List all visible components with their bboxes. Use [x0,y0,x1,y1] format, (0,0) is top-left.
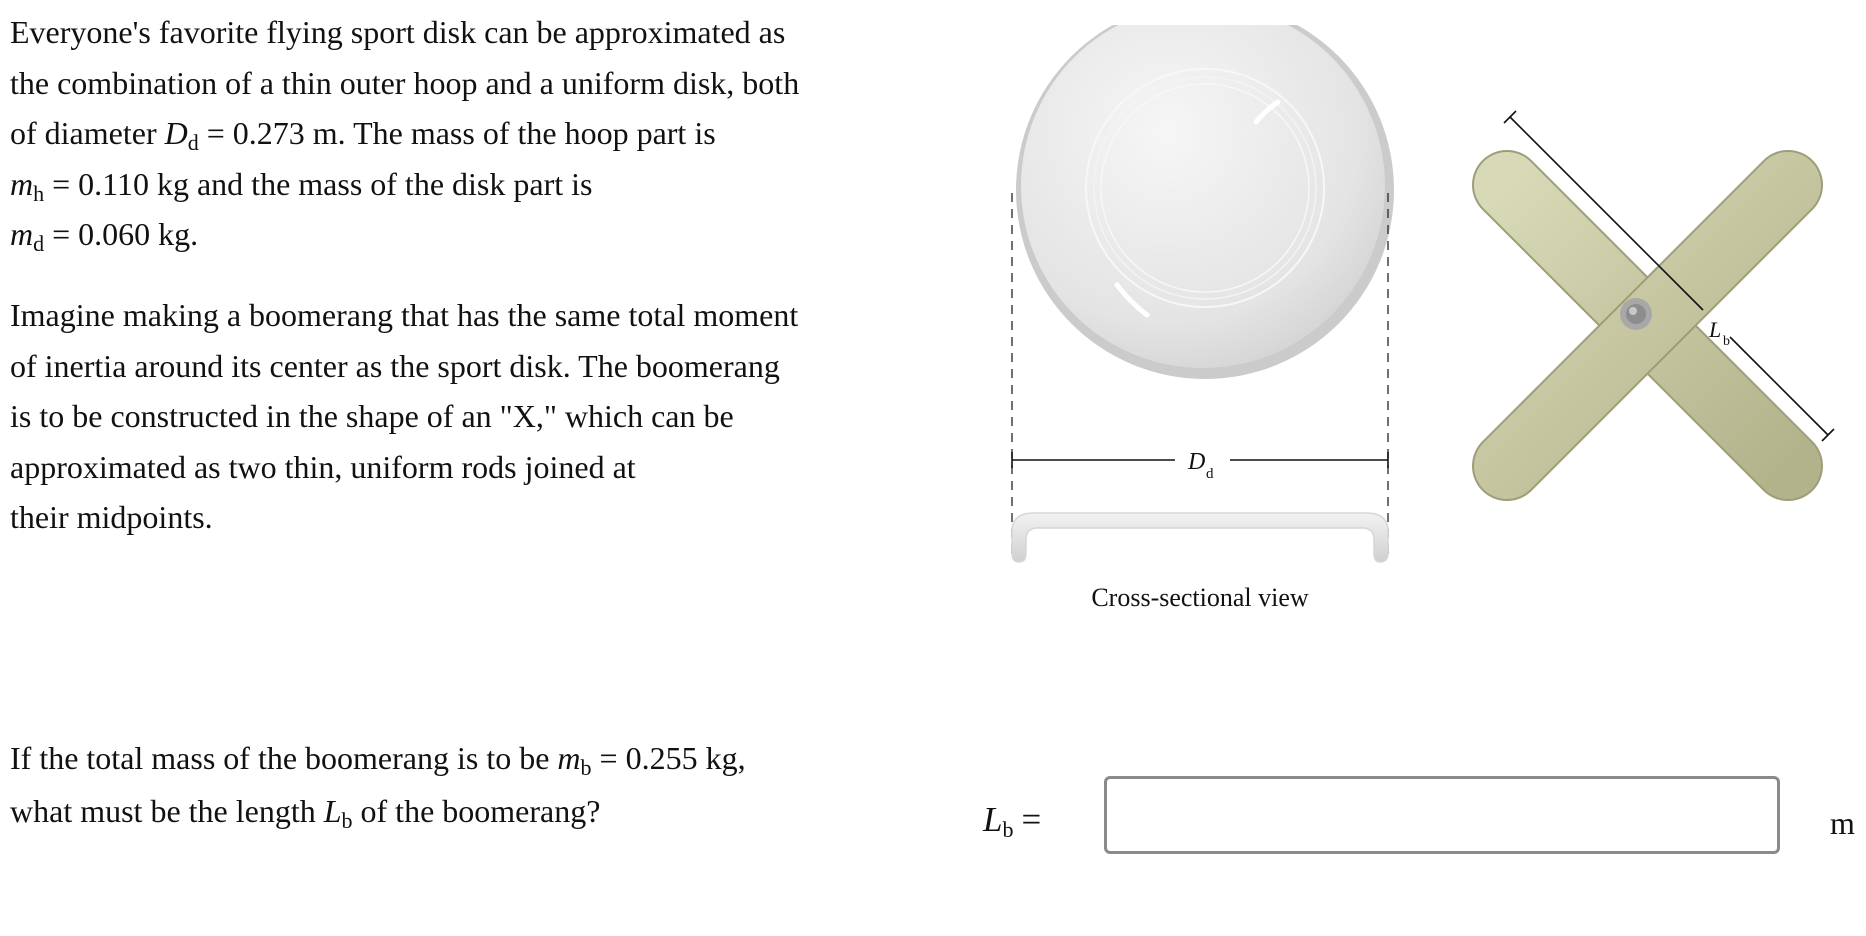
text-line [10,159,910,210]
text-segment: If the total mass of the boomerang is to be [10,740,558,776]
sub-b: b [1002,817,1014,842]
boomerang-mass-value: 0.255 kg, [625,740,746,776]
var-m: m [10,165,34,202]
text-segment: of the boomerang? [352,793,601,829]
problem-paragraph-2 [10,290,910,543]
sub-b: b [580,755,592,780]
text-line: Imagine making a boomerang that has the same total moment [10,297,799,333]
length-label-L: L [1709,317,1722,342]
var-L: L [323,793,342,829]
text-line [10,732,910,785]
var-D: D [164,115,188,151]
text-segment: . The mass of the hoop part is [337,115,716,151]
dimension-label-sub: d [1206,466,1214,482]
problem-figure [990,25,1850,625]
boomerang [1507,185,1788,466]
text-line: the combination of a thin outer hoop and a uniform disk, both [10,64,800,101]
diameter-dimension [1012,449,1388,482]
dimension-label-D: D [1188,449,1206,475]
text-segment: of diameter [10,115,165,151]
text-line: their midpoints. [10,499,213,535]
var-L: L [983,800,1003,839]
var-m: m [557,740,581,776]
cross-section-caption: Cross-sectional view [1091,583,1309,612]
text-line: Everyone's favorite flying sport disk can be approximated as [10,14,786,50]
text-segment: and the mass of the disk part is [188,165,593,202]
text-line [10,209,910,260]
disk-cross-section [1012,513,1388,562]
text-segment: what must be the length [10,793,324,829]
sub-b: b [341,808,353,833]
answer-input[interactable] [1104,776,1780,854]
sport-disk [1016,25,1394,379]
answer-unit: m [1830,805,1855,841]
text-line [10,785,910,838]
equals-sign: = [52,165,71,202]
problem-paragraph-1 [10,7,910,260]
sub-d: d [187,130,199,155]
text-line: approximated as two thin, uniform rods joined at [10,448,636,485]
hoop-mass-value: 0.110 kg [78,165,189,202]
disk-mass-value: 0.060 kg. [78,216,199,252]
diameter-value: 0.273 m [232,115,338,151]
equals-sign: = [52,216,71,252]
answer-label [983,800,1049,840]
equals-sign: = [599,740,618,776]
text-line: of inertia around its center as the sport disk. The boomerang [10,347,780,384]
sub-d: d [33,231,45,256]
equals-sign: = [206,115,225,151]
sub-h: h [33,180,45,206]
text-line [10,108,910,159]
equals-sign: = [1021,800,1042,839]
text-line: is to be constructed in the shape of an "X," which can be [10,398,734,434]
length-label-sub: b [1723,334,1730,349]
var-m: m [10,216,34,252]
question-text [10,732,910,838]
